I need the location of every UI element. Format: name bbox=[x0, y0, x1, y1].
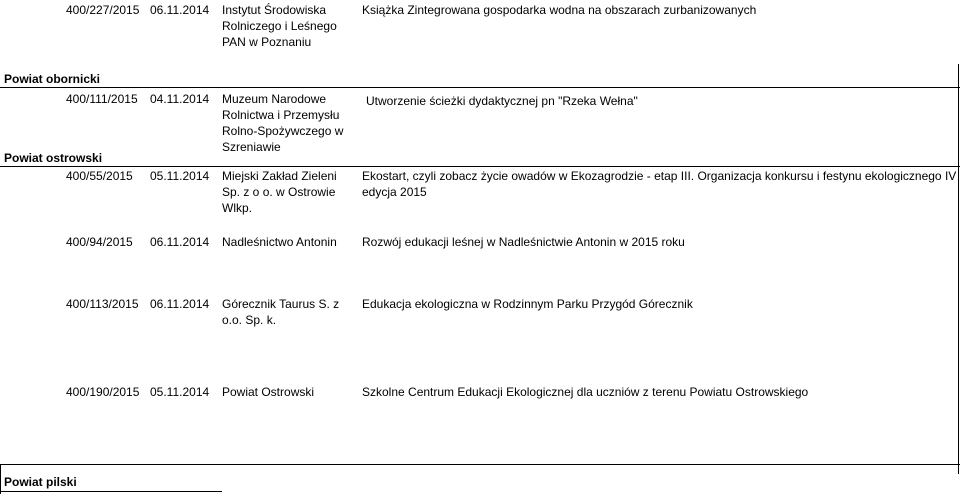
grant-org: Instytut Środowiska Rolniczego i Leśnego PAN w Poznaniu bbox=[222, 3, 337, 49]
grant-id: 400/190/2015 bbox=[66, 385, 140, 399]
grant-date: 05.11.2014 bbox=[150, 169, 210, 183]
section-header-obornicki: Powiat obornicki bbox=[4, 72, 101, 86]
grant-title: Ekostart, czyli zobacz życie owadów w Ekozagrodzie - etap III. Organizacja konkursu i festynu ekologicznego IV edycja 2015 bbox=[362, 169, 957, 199]
section-header-pilski: Powiat pilski bbox=[4, 475, 77, 489]
grant-org: Nadleśnictwo Antonin bbox=[222, 235, 337, 249]
section-divider bbox=[0, 166, 960, 167]
grant-title: Utworzenie ścieżki dydaktycznej pn "Rzeka Wełna" bbox=[366, 94, 638, 108]
grant-id: 400/113/2015 bbox=[66, 297, 139, 311]
section-divider bbox=[0, 87, 960, 88]
section-header-ostrowski: Powiat ostrowski bbox=[4, 151, 103, 165]
cell-border-left bbox=[0, 464, 1, 494]
grant-org: Powiat Ostrowski bbox=[222, 385, 315, 399]
grant-title: Książka Zintegrowana gospodarka wodna na obszarach zurbanizowanych bbox=[362, 3, 757, 17]
grant-org: Muzeum Narodowe Rolnictwa i Przemysłu Rolno-Spożywczego w Szreniawie bbox=[222, 92, 344, 154]
grant-date: 06.11.2014 bbox=[150, 297, 210, 311]
grant-org: Miejski Zakład Zieleni Sp. z o o. w Ostrowie Wlkp. bbox=[222, 169, 337, 215]
grant-title: Szkolne Centrum Edukacji Ekologicznej dla uczniów z terenu Powiatu Ostrowskiego bbox=[362, 385, 809, 399]
grant-id: 400/111/2015 bbox=[66, 92, 138, 106]
grant-id: 400/55/2015 bbox=[66, 169, 133, 183]
grant-title: Edukacja ekologiczna w Rodzinnym Parku Przygód Górecznik bbox=[362, 297, 693, 311]
grant-date: 05.11.2014 bbox=[150, 385, 210, 399]
grant-id: 400/227/2015 bbox=[66, 3, 140, 17]
grant-date: 06.11.2014 bbox=[150, 3, 210, 17]
table-right-border bbox=[958, 64, 959, 474]
grant-title: Rozwój edukacji leśnej w Nadleśnictwie Antonin w 2015 roku bbox=[362, 235, 685, 249]
cell-border-bottom bbox=[0, 491, 222, 492]
section-divider bbox=[0, 464, 960, 465]
grant-date: 04.11.2014 bbox=[150, 92, 210, 106]
grant-date: 06.11.2014 bbox=[150, 235, 210, 249]
grant-org: Górecznik Taurus S. z o.o. Sp. k. bbox=[222, 297, 340, 327]
grant-id: 400/94/2015 bbox=[66, 235, 133, 249]
